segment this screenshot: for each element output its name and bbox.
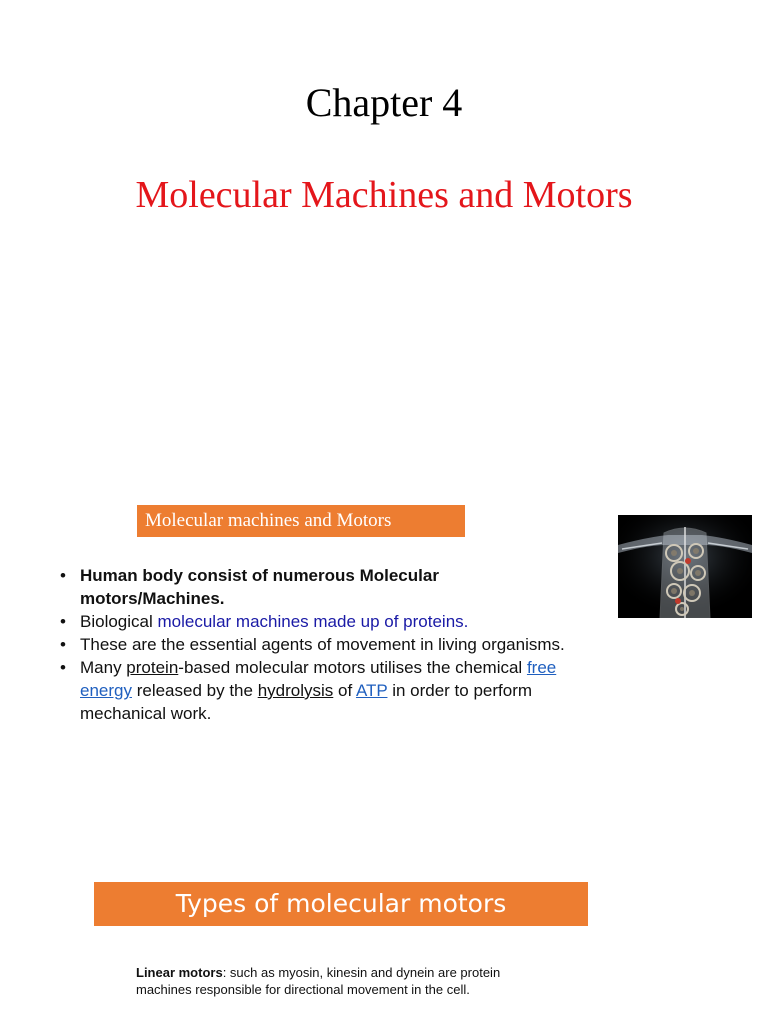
list-item [58,656,588,725]
linear-motors-label: Linear motors [136,965,223,980]
chapter-heading: Chapter 4 [305,80,463,125]
bullet-list [58,564,588,725]
bullet-text: These are the essential agents of movement in living organisms. [80,635,565,654]
atp-link[interactable]: ATP [355,681,388,700]
bullet-text: Human body consist of numerous Molecular motors/Machines. [80,566,439,608]
protein-term: protein [126,658,179,677]
bullet-text: in order to perform mechanical work. [80,681,533,723]
list-item [58,564,588,610]
bullet-marker: • [60,635,66,654]
bullet-text: Many [80,658,127,677]
highlighted-text: molecular machines made up of proteins. [157,612,469,631]
bullet-text: -based molecular motors utilises the chemical [178,658,527,677]
hydrolysis-term: hydrolysis [257,681,334,700]
human-body-machine-illustration [618,515,752,618]
types-banner: Types of molecular motors [94,882,588,926]
bullet-text: of [333,681,356,700]
bullet-text: Biological [80,612,158,631]
bullet-marker: • [60,566,66,585]
bullet-marker: • [60,658,66,677]
bullet-text: released by the [131,681,258,700]
linear-motors-note [136,964,536,998]
linear-motors-text: : such as myosin, kinesin and dynein are protein machines responsible for directional movement in the cell. [136,965,501,997]
body-figure-graphic [618,515,752,618]
section-banner: Molecular machines and Motors [137,505,465,537]
bullet-marker: • [60,612,66,631]
list-item [58,633,588,656]
list-item [58,610,588,633]
free-energy-link[interactable]: free energy [80,658,557,700]
page-title: Molecular Machines and Motors [135,174,633,216]
